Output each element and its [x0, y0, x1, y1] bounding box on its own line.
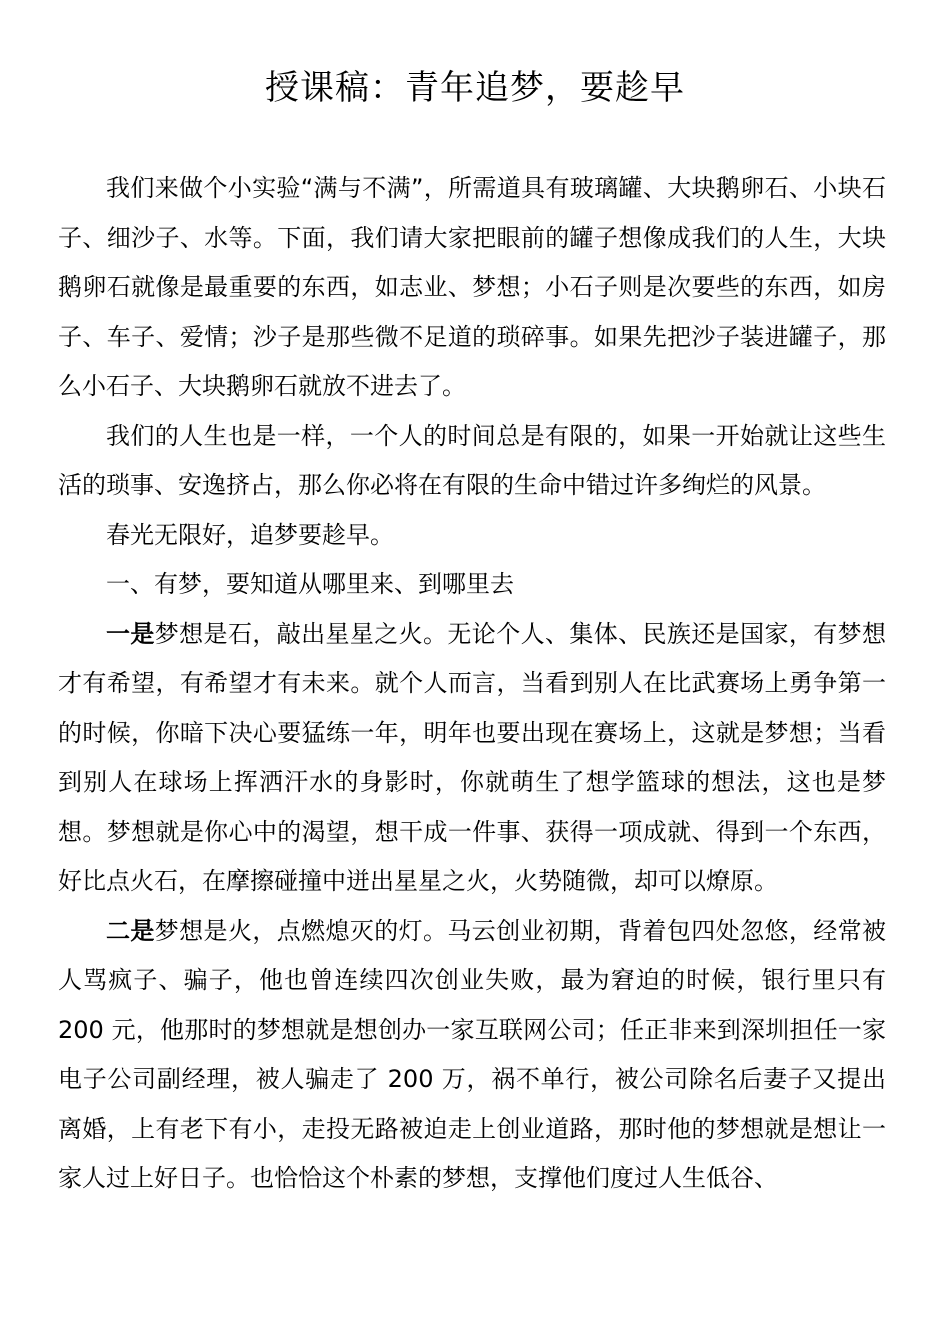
document-body — [58, 164, 886, 1204]
paragraph-text: 我们来做个小实验“满与不满”，所需道具有玻璃罐、大块鹅卵石、小块石子、细沙子、水等。下面，我们请大家把眼前的罐子想像成我们的人生，大块鹅卵石就像是最重要的东西，如志业、梦想；小石子则是次要些的东西，如房子、车子、爱情；沙子是那些微不足道的琐碎事。如果先把沙子装进罐子，那么小石子、大块鹅卵石就放不进去了。 — [58, 174, 886, 400]
section-heading-text: 一、有梦，要知道从哪里来、到哪里去 — [106, 570, 514, 598]
point-lead: 二是 — [106, 916, 155, 945]
paragraph-experiment — [58, 164, 886, 412]
paragraph-text: 春光无限好，追梦要趁早。 — [106, 520, 394, 549]
paragraph-life — [58, 412, 886, 511]
paragraph-spring — [58, 511, 886, 561]
paragraph-text: 我们的人生也是一样，一个人的时间总是有限的，如果一开始就让这些生活的琐事、安逸挤占，那么你必将在有限的生命中错过许多绚烂的风景。 — [58, 421, 886, 499]
paragraph-text: 梦想是石，敲出星星之火。无论个人、集体、民族还是国家，有梦想才有希望，有希望才有未来。就个人而言，当看到别人在比武赛场上勇争第一的时候，你暗下决心要猛练一年，明年也要出现在赛场上，这就是梦想；当看到别人在球场上挥洒汗水的身影时，你就萌生了想学篮球的想法，这也是梦想。梦想就是你心中的渴望，想干成一件事、获得一项成就、得到一个东西，好比点火石，在摩擦碰撞中迸出星星之火，火势随微，却可以燎原。 — [58, 619, 887, 895]
section-heading-one — [58, 560, 886, 610]
paragraph-point-one — [58, 610, 886, 907]
paragraph-text: 梦想是火，点燃熄灭的灯。马云创业初期，背着包四处忽悠，经常被人骂疯子、骗子，他也曾连续四次创业失败，最为窘迫的时候，银行里只有 200 元，他那时的梦想就是想创办一家互联网公司；任正非来到深圳担任一家电子公司副经理，被人骗走了 200 万，祸不单行，被公司除名后妻子又提出离婚，上有老下有小，走投无路被迫走上创业道路，那时他的梦想就是想让一家人过上好日子。也恰恰这个朴素的梦想，支撑他们度过人生低谷、 — [58, 916, 887, 1192]
paragraph-point-two — [58, 907, 886, 1204]
point-lead: 一是 — [106, 619, 155, 648]
document-title: 授课稿：青年追梦，要趁早 — [265, 68, 685, 108]
